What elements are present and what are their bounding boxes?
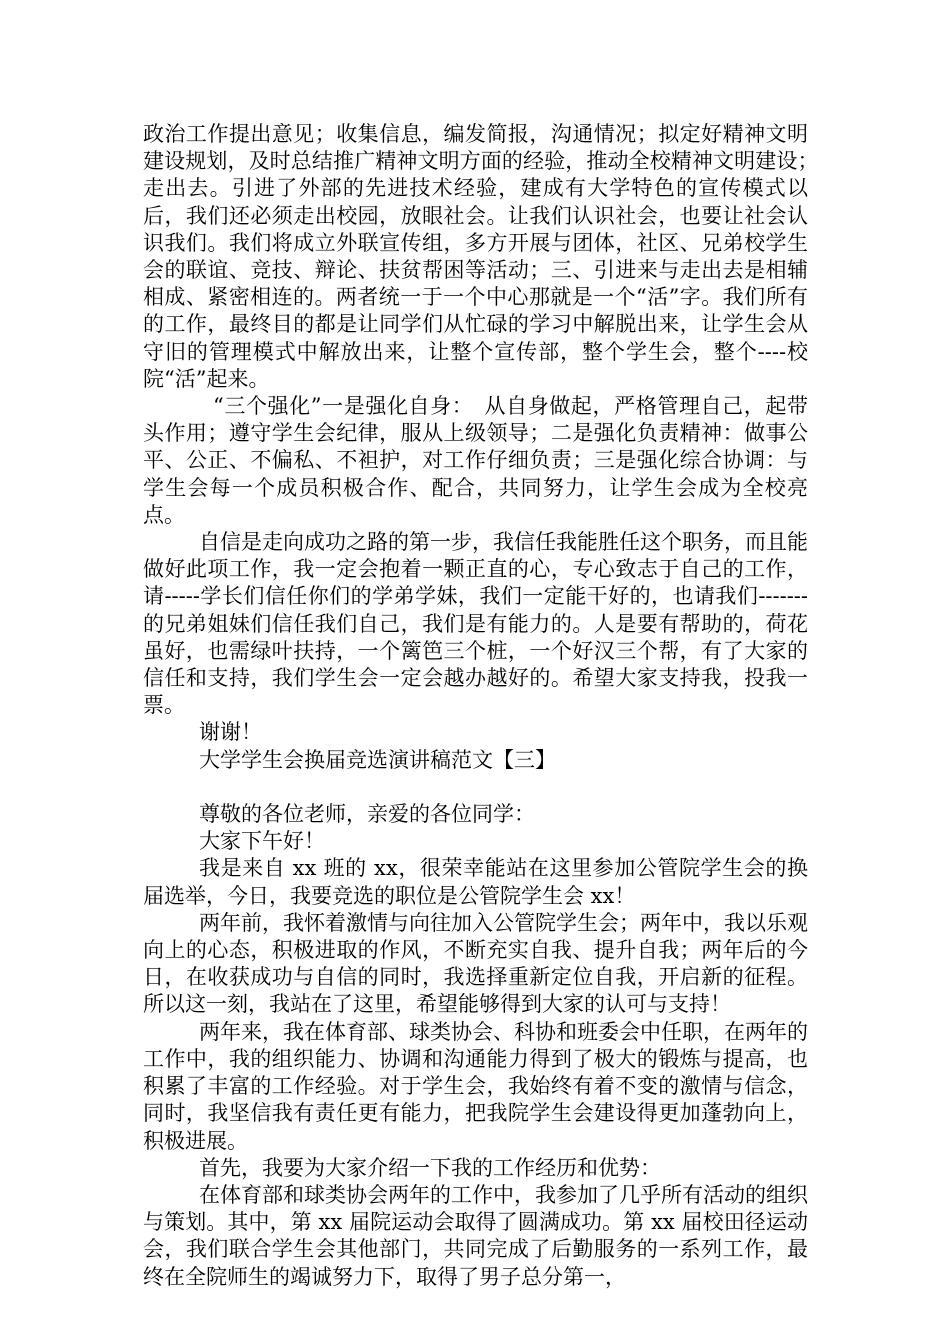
paragraph-1: 政治工作提出意见；收集信息，编发简报，沟通情况；拟定好精神文明建设规划，及时总结推广精神文明方面的经验，推动全校精神文明建设； 走出去。引进了外部的先进技术经验，建成有大学特色的宣传模式以后，我们还必须走出校园，放眼社会。让我们认识社会，也要让社会认识我们。我们将成立外联宣传组，多方开展与团体，社区、兄弟校学生会的联谊、竞技、辩论、扶贫帮困等活动；三、引进来与走出去是相辅相成、紧密相连的。两者统一于一个中心那就是一个“活”字。我们所有的工作，最终目的都是让同学们从忙碌的学习中解脱出来，让学生会从守旧的管理模式中解放出来，让整个宣传部，整个学生会，整个----校院“活”起来。	[143, 122, 829, 391]
paragraph-thanks: 谢谢！	[199, 720, 262, 745]
paragraph-intro: 我是来自 xx 班的 xx，很荣幸能站在这里参加公管院学生会的换届选举，今日，我要竞选的职位是公管院学生会 xx！	[143, 856, 808, 908]
blank-line	[143, 774, 808, 801]
paragraph-experience: 两年来，我在体育部、球类协会、科协和班委会中任职，在两年的工作中，我的组织能力、协调和沟通能力得到了极大的锻炼与提高，也积累了丰富的工作经验。对于学生会，我始终有着不变的激情与信念，同时，我坚信我有责任更有能力，把我院学生会建设得更加蓬勃向上，积极进展。	[143, 1019, 808, 1153]
section-heading: 大学学生会换届竞选演讲稿范文【三】	[199, 747, 556, 772]
paragraph-two-years-ago: 两年前，我怀着激情与向往加入公管院学生会；两年中，我以乐观向上的心态，积极进取的作风，不断充实自我、提升自我；两年后的今日，在收获成功与自信的同时，我选择重新定位自我，开启新的征程。所以这一刻，我站在了这里，希望能够得到大家的认可与支持！	[143, 910, 808, 1017]
paragraph-confidence: 自信是走向成功之路的第一步，我信任我能胜任这个职务，而且能做好此项工作，我一定会抱着一颗正直的心，专心致志于自己的工作，请-----学长们信任你们的学弟学妹，我们一定能干好的，也请我们-------的兄弟姐妹们信任我们自己，我们是有能力的。人是要有帮助的，荷花虽好，也需绿叶扶持，一个篱笆三个桩，一个好汉三个帮，有了大家的信任和支持，我们学生会一定会越办越好的。希望大家支持我，投我一票。	[143, 530, 808, 718]
paragraph-first: 首先，我要为大家介绍一下我的工作经历和优势：	[199, 1155, 661, 1180]
document-page	[143, 121, 829, 1291]
greeting: 大家下午好！	[199, 829, 325, 854]
salutation: 尊敬的各位老师，亲爱的各位同学：	[199, 802, 535, 827]
paragraph-three-strengthen: “三个强化”一是强化自身： 从自身做起，严格管理自己，起带头作用；遵守学生会纪律，服从上级领导；二是强化负责精神：做事公平、公正、不偏私、不袒护，对工作仔细负责；三是强化综合协调：与学生会每一个成员积极合作、配合，共同努力，让学生会成为全校亮点。	[143, 394, 808, 527]
paragraph-sports-dept: 在体育部和球类协会两年的工作中，我参加了几乎所有活动的组织与策划。其中，第 xx 届院运动会取得了圆满成功。第 xx 届校田径运动会，我们联合学生会其他部门，共同完成了后勤服务的一系列工作，最终在全院师生的竭诚努力下，取得了男子总分第一，	[143, 1182, 808, 1289]
